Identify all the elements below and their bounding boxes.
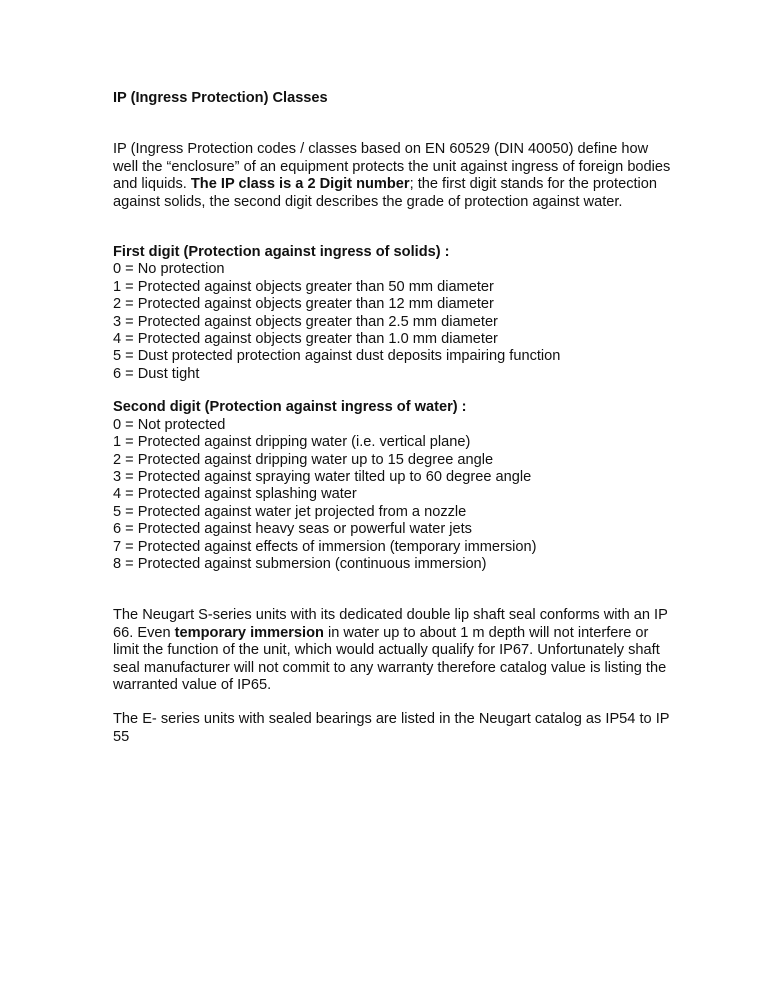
intro-bold-text: The IP class is a 2 Digit number [190, 176, 410, 193]
list-item: 5 = Protected against water jet projected from a nozzle [113, 503, 467, 520]
intro-paragraph [113, 141, 673, 211]
list-item: 8 = Protected against submersion (continuous immersion) [113, 555, 487, 572]
second-digit-section [113, 399, 673, 573]
document-body [113, 90, 673, 746]
list-item: 1 = Protected against dripping water (i.e. vertical plane) [113, 434, 471, 451]
s-series-bold-text: temporary immersion [174, 624, 324, 641]
list-item: 0 = Not protected [113, 416, 226, 433]
list-item: 0 = No protection [113, 261, 225, 278]
list-item: 3 = Protected against objects greater than 2.5 mm diameter [113, 313, 498, 330]
list-item: 3 = Protected against spraying water tilted up to 60 degree angle [113, 468, 532, 485]
intro-text-end: ; the first digit stands for the protection against solids, the second digit describes the grade of protection against water. [113, 176, 658, 210]
first-digit-section [113, 244, 673, 383]
first-digit-heading: First digit (Protection against ingress of solids) : [113, 244, 450, 261]
s-series-text-end: in water up to about 1 m depth will not interfere or limit the function of the unit, which would actually qualify for IP67. Unfortunately shaft seal manufacturer will not commit to any warranty therefore catalog value is listing the warranted value of IP65. [113, 624, 667, 693]
e-series-paragraph: The E- series units with sealed bearings are listed in the Neugart catalog as IP54 to IP 55 [113, 711, 670, 745]
list-item: 1 = Protected against objects greater than 50 mm diameter [113, 278, 494, 295]
list-item: 7 = Protected against effects of immersion (temporary immersion) [113, 538, 537, 555]
list-item: 2 = Protected against dripping water up to 15 degree angle [113, 451, 494, 468]
second-digit-list [113, 417, 673, 574]
s-series-paragraph [113, 607, 673, 694]
list-item: 5 = Dust protected protection against dust deposits impairing function [113, 348, 561, 365]
first-digit-list [113, 261, 673, 383]
list-item: 2 = Protected against objects greater than 12 mm diameter [113, 296, 494, 313]
document-title: IP (Ingress Protection) Classes [113, 90, 328, 106]
second-digit-heading: Second digit (Protection against ingress of water) : [113, 399, 467, 416]
list-item: 4 = Protected against splashing water [113, 486, 357, 503]
list-item: 4 = Protected against objects greater than 1.0 mm diameter [113, 331, 498, 348]
list-item: 6 = Protected against heavy seas or powerful water jets [113, 521, 472, 538]
intro-text-start: IP (Ingress Protection codes / classes based on EN 60529 (DIN 40050) define how well the “enclosure” of an equipment protects the unit against ingress of foreign bodies and liquids. [113, 141, 671, 193]
list-item: 6 = Dust tight [113, 365, 200, 382]
s-series-text-start: The Neugart S-series units with its dedicated double lip shaft seal conforms with an IP 66. Even [113, 607, 668, 641]
